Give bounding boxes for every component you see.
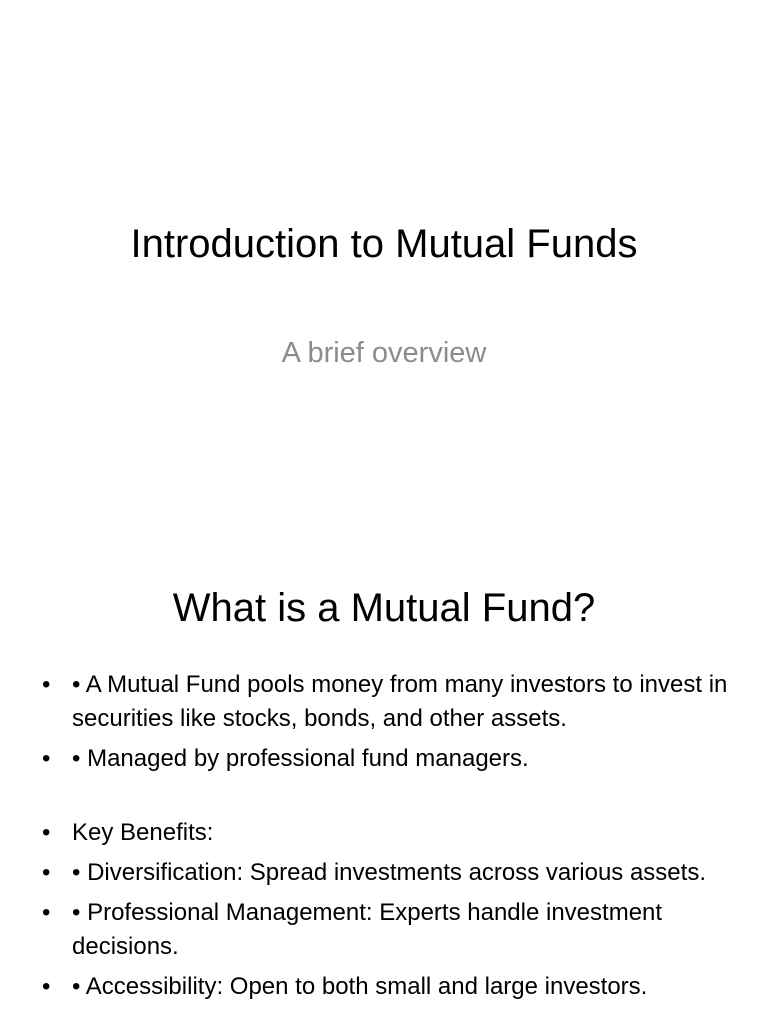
bullet-marker: •	[42, 745, 51, 772]
slide-heading: What is a Mutual Fund?	[172, 586, 596, 630]
bullet-text: • Diversification: Spread investments across various assets.	[72, 859, 706, 886]
slide-title: Introduction to Mutual Funds	[130, 222, 638, 266]
bullet-item	[42, 970, 732, 1004]
bullet-marker: •	[42, 859, 51, 886]
bullet-item	[42, 742, 732, 776]
bullet-item	[42, 896, 732, 964]
bullet-marker: •	[42, 899, 51, 926]
slide-subtitle: A brief overview	[281, 337, 487, 369]
bullet-item	[42, 816, 732, 850]
bullet-item	[42, 856, 732, 890]
bullet-item	[42, 668, 732, 736]
bullet-text: • Managed by professional fund managers.	[72, 745, 529, 772]
bullet-text: • A Mutual Fund pools money from many investors to invest in securities like stocks, bonds, and other assets.	[72, 671, 728, 732]
bullet-text: Key Benefits:	[72, 819, 214, 846]
bullet-marker: •	[42, 819, 51, 846]
content-slide	[0, 576, 768, 1024]
bullet-text: • Professional Management: Experts handle investment decisions.	[72, 899, 663, 960]
bullet-marker: •	[42, 671, 51, 698]
bullet-marker: •	[42, 973, 51, 1000]
bullet-text: • Accessibility: Open to both small and large investors.	[72, 973, 648, 1000]
bullet-list	[42, 668, 732, 1010]
